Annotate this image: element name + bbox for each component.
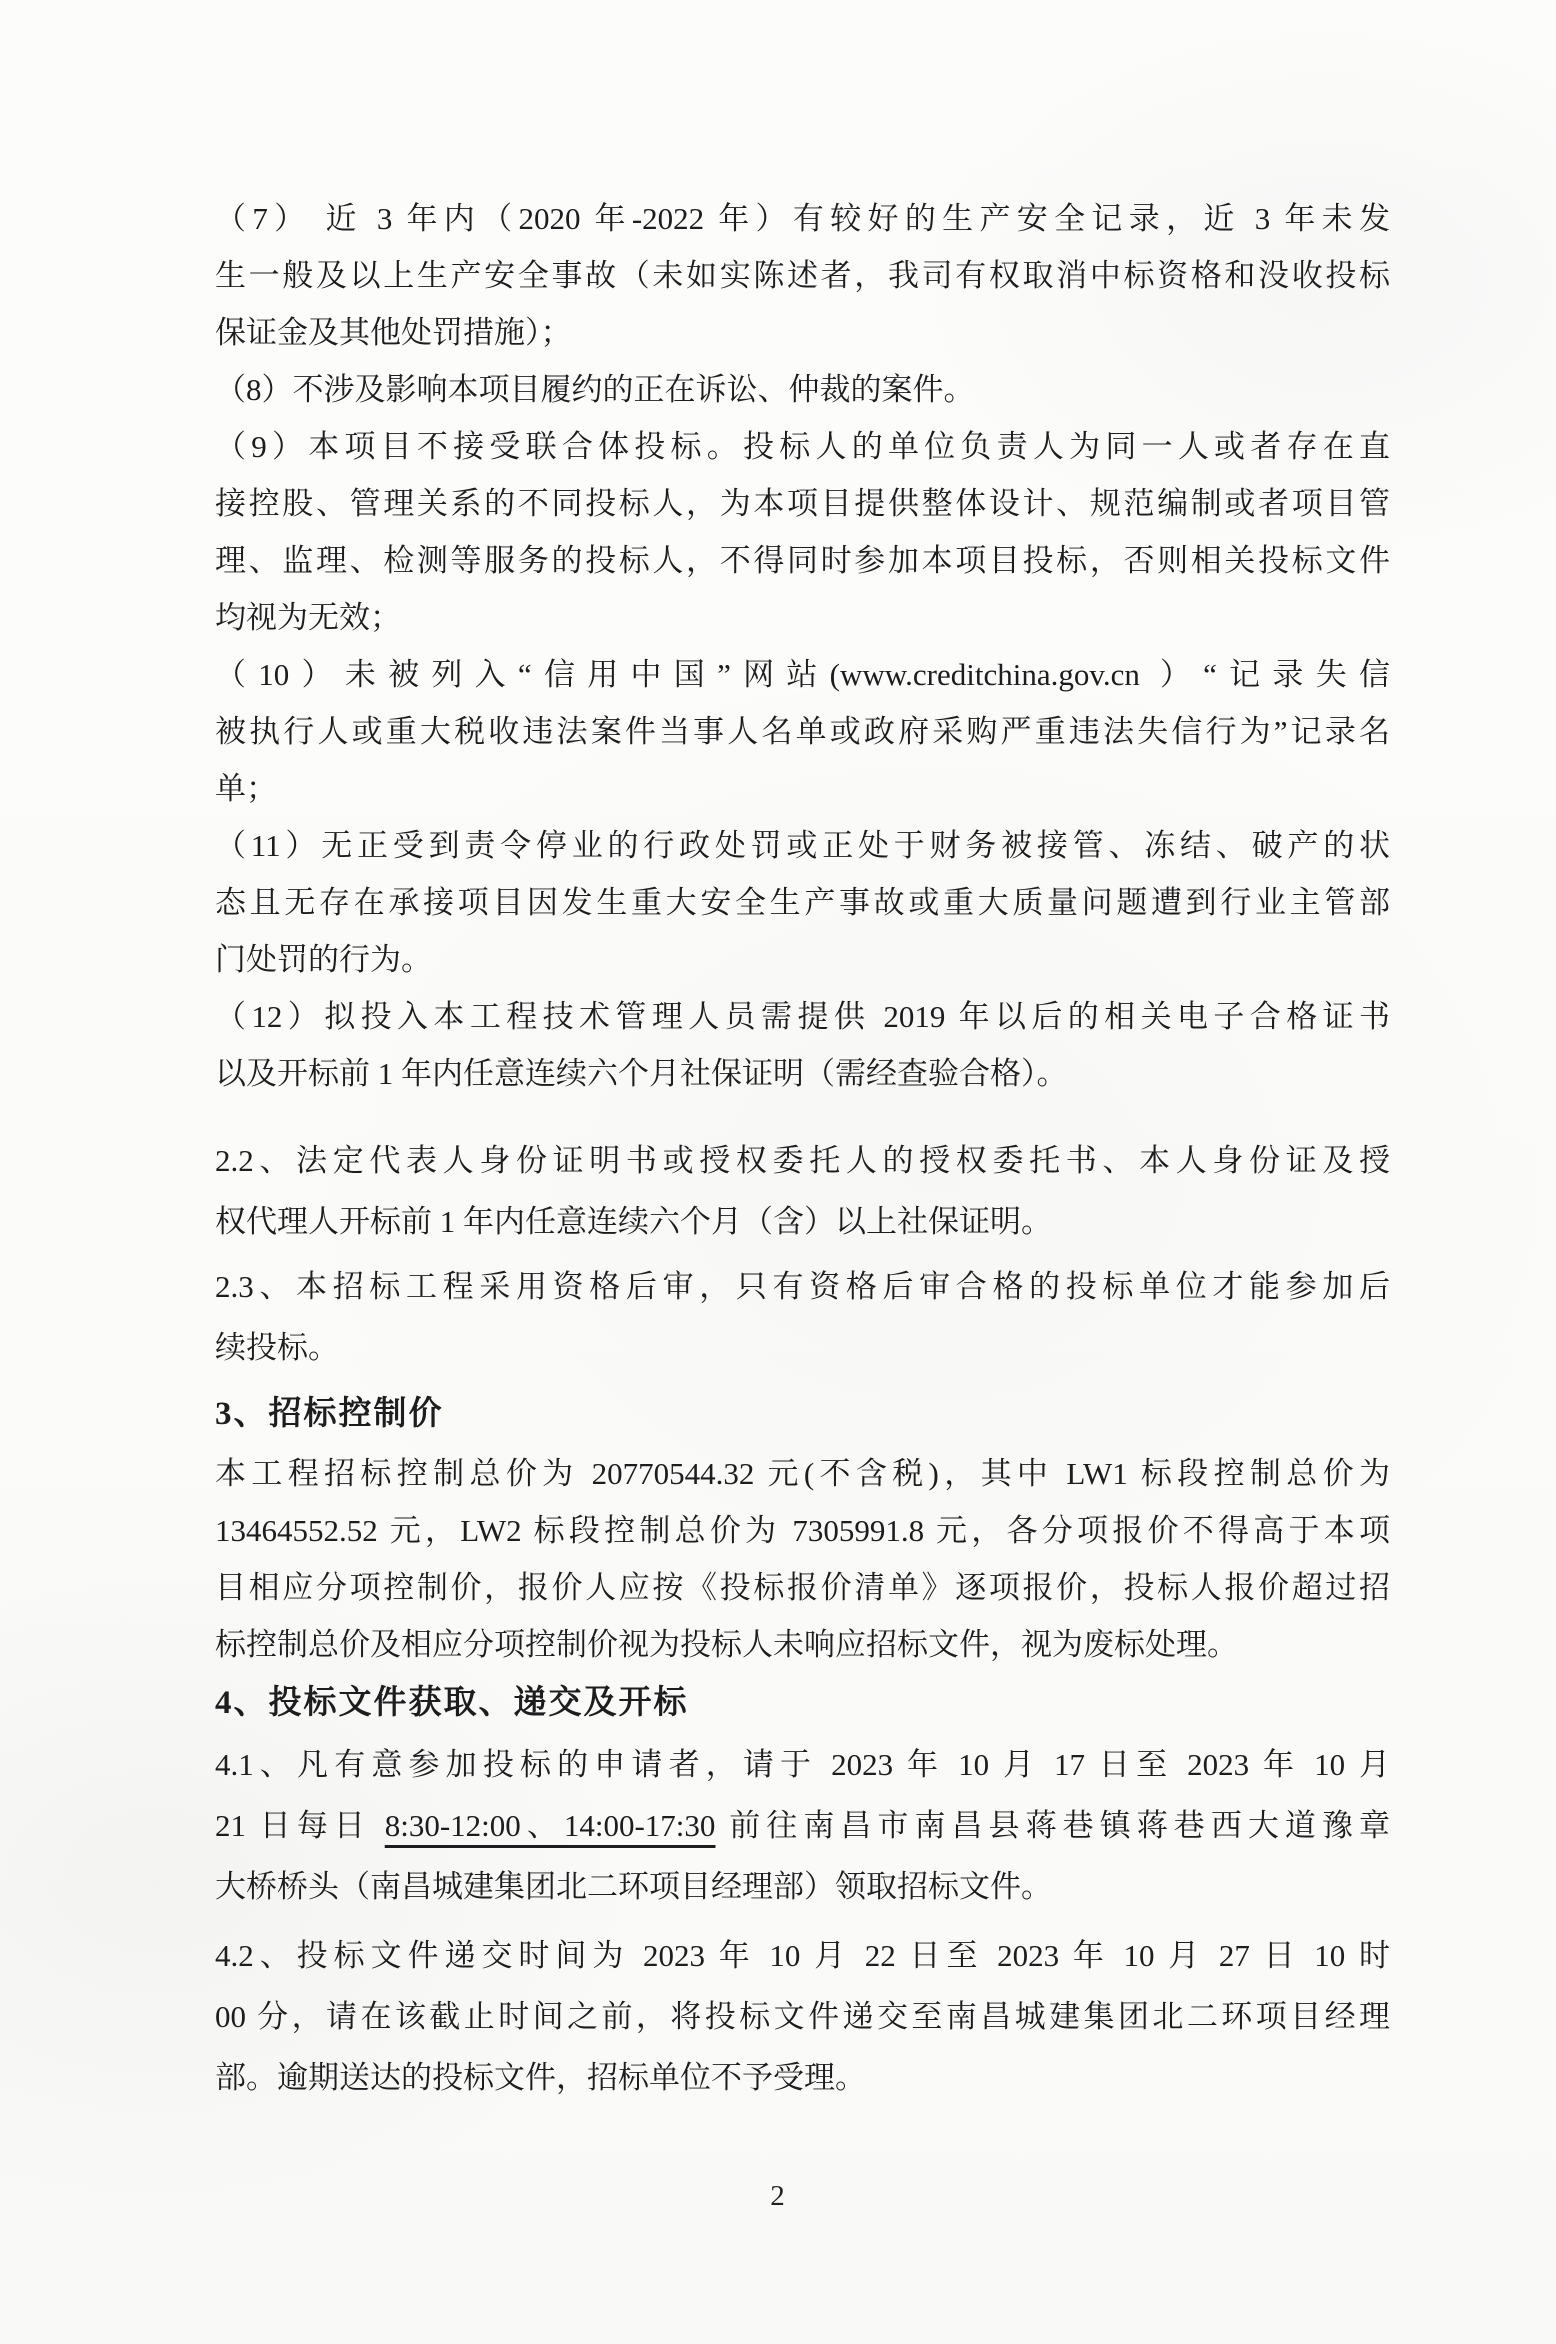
text-line: 均视为无效；: [215, 600, 401, 635]
text-line: （8）不涉及影响本项目履约的正在诉讼、仲裁的案件。: [215, 372, 975, 407]
text-line: 续投标。: [215, 1330, 339, 1365]
text-line: 标控制总价及相应分项控制价视为投标人未响应招标文件，视为废标处理。: [215, 1627, 1238, 1662]
document-body: [215, 190, 1390, 2108]
text-segment: 前往南昌市南昌县蒋巷镇蒋巷西大道豫章: [715, 1808, 1391, 1843]
paragraph: [215, 1445, 1390, 1673]
text-line: （11）无正受到责令停业的行政处罚或正处于财务被接管、冻结、破产的状: [215, 828, 1390, 863]
page-number: 2: [770, 2180, 786, 2212]
text-line: 13464552.52 元，LW2 标段控制总价为 7305991.8 元，各分项报价不得高于本项: [215, 1513, 1390, 1548]
text-line: 2.2、法定代表人身份证明书或授权委托人的授权委托书、本人身份证及授: [215, 1143, 1390, 1178]
text-line: 门处罚的行为。: [215, 942, 432, 977]
paragraph: [215, 1734, 1390, 1917]
text-line: 部。逾期送达的投标文件，招标单位不予受理。: [215, 2060, 866, 2095]
text-line: （10）未被列入“信用中国”网站(www.creditchina.gov.cn ）“记录失信: [215, 657, 1390, 692]
paragraph: [215, 988, 1390, 1102]
underlined-time-range: 8:30-12:00、14:00-17:30: [384, 1808, 716, 1843]
section-heading-3: [215, 1384, 1390, 1445]
text-line: 大桥桥头（南昌城建集团北二环项目经理部）领取招标文件。: [215, 1869, 1052, 1904]
paragraph: [215, 190, 1390, 361]
text-line: 目相应分项控制价，报价人应按《投标报价清单》逐项报价，投标人报价超过招: [215, 1570, 1390, 1605]
text-line: 4、投标文件获取、递交及开标: [215, 1685, 689, 1721]
text-line: （12）拟投入本工程技术管理人员需提供 2019 年以后的相关电子合格证书: [215, 999, 1390, 1034]
text-line: （9）本项目不接受联合体投标。投标人的单位负责人为同一人或者存在直: [215, 429, 1390, 464]
text-line: （7） 近 3 年内（2020 年-2022 年）有较好的生产安全记录，近 3 年未发: [215, 201, 1390, 236]
section-heading-4: [215, 1673, 1390, 1734]
paragraph: [215, 1256, 1390, 1378]
text-line: 被执行人或重大税收违法案件当事人名单或政府采购严重违法失信行为”记录名: [215, 714, 1390, 749]
text-line: [215, 1795, 1390, 1856]
paragraph: [215, 1130, 1390, 1252]
text-line: 2.3、本招标工程采用资格后审，只有资格后审合格的投标单位才能参加后: [215, 1269, 1390, 1304]
text-line: 以及开标前 1 年内任意连续六个月社保证明（需经查验合格）。: [215, 1056, 1068, 1091]
paragraph: [215, 1925, 1390, 2108]
text-line: 生一般及以上生产安全事故（未如实陈述者，我司有权取消中标资格和没收投标: [215, 258, 1390, 293]
text-line: 4.1、凡有意参加投标的申请者，请于 2023 年 10 月 17 日至 2023 年 10 月: [215, 1747, 1390, 1782]
text-line: 本工程招标控制总价为 20770544.32 元(不含税)，其中 LW1 标段控制总价为: [215, 1456, 1390, 1491]
text-line: 00 分，请在该截止时间之前，将投标文件递交至南昌城建集团北二环项目经理: [215, 1999, 1390, 2034]
paragraph: [215, 817, 1390, 988]
paragraph: [215, 646, 1390, 817]
text-line: 保证金及其他处罚措施）；: [215, 315, 572, 350]
text-line: 理、监理、检测等服务的投标人，不得同时参加本项目投标，否则相关投标文件: [215, 543, 1390, 578]
text-line: 单；: [215, 771, 277, 806]
text-line: 3、招标控制价: [215, 1396, 444, 1432]
paragraph: [215, 361, 1390, 418]
text-line: 4.2、投标文件递交时间为 2023 年 10 月 22 日至 2023 年 10 月 27 日 10 时: [215, 1938, 1390, 1973]
text-line: 态且无存在承接项目因发生重大安全生产事故或重大质量问题遭到行业主管部: [215, 885, 1390, 920]
text-segment: 21 日每日: [215, 1808, 385, 1843]
text-line: 接控股、管理关系的不同投标人，为本项目提供整体设计、规范编制或者项目管: [215, 486, 1390, 521]
text-line: 权代理人开标前 1 年内任意连续六个月（含）以上社保证明。: [215, 1204, 1052, 1239]
paragraph: [215, 418, 1390, 646]
